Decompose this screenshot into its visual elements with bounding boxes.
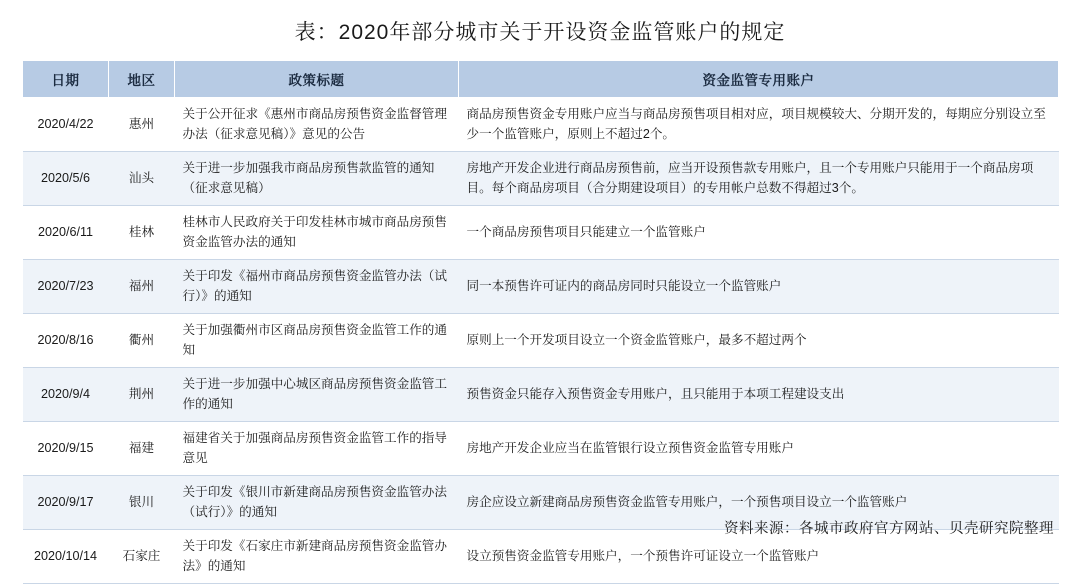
cell-date: 2020/6/11 — [23, 206, 109, 260]
cell-account-rule: 预售资金只能存入预售资金专用账户，且只能用于本项工程建设支出 — [459, 368, 1059, 422]
cell-region: 银川 — [109, 476, 175, 530]
cell-region: 石家庄 — [109, 530, 175, 584]
cell-account-rule: 房地产开发企业进行商品房预售前，应当开设预售款专用账户，且一个专用账户只能用于一个商品房项目。每个商品房项目（合分期建设项目）的专用帐户总数不得超过3个。 — [459, 152, 1059, 206]
cell-date: 2020/10/14 — [23, 530, 109, 584]
cell-policy-title: 关于印发《石家庄市新建商品房预售资金监管办法》的通知 — [175, 530, 459, 584]
table-header-row — [23, 61, 1059, 98]
table-row — [23, 152, 1059, 206]
cell-account-rule: 同一本预售许可证内的商品房同时只能设立一个监管账户 — [459, 260, 1059, 314]
cell-account-rule: 房地产开发企业应当在监管银行设立预售资金监管专用账户 — [459, 422, 1059, 476]
cell-date: 2020/4/22 — [23, 98, 109, 152]
page-title: 表：2020年部分城市关于开设资金监管账户的规定 — [294, 21, 786, 44]
cell-policy-title: 福建省关于加强商品房预售资金监管工作的指导意见 — [175, 422, 459, 476]
cell-date: 2020/9/4 — [23, 368, 109, 422]
cell-region: 桂林 — [109, 206, 175, 260]
cell-date: 2020/9/17 — [23, 476, 109, 530]
table-row — [23, 260, 1059, 314]
cell-date: 2020/5/6 — [23, 152, 109, 206]
cell-region: 汕头 — [109, 152, 175, 206]
cell-policy-title: 关于进一步加强我市商品房预售款监管的通知（征求意见稿） — [175, 152, 459, 206]
column-header-policy-title: 政策标题 — [175, 61, 459, 98]
cell-policy-title: 关于加强衢州市区商品房预售资金监管工作的通知 — [175, 314, 459, 368]
cell-account-rule: 商品房预售资金专用账户应当与商品房预售项目相对应，项目规模较大、分期开发的，每期应分别设立至少一个监管账户，原则上不超过2个。 — [459, 98, 1059, 152]
cell-date: 2020/9/15 — [23, 422, 109, 476]
table-row — [23, 314, 1059, 368]
cell-policy-title: 关于进一步加强中心城区商品房预售资金监管工作的通知 — [175, 368, 459, 422]
cell-policy-title: 关于印发《福州市商品房预售资金监管办法（试行）》的通知 — [175, 260, 459, 314]
cell-account-rule: 设立预售资金监管专用账户，一个预售许可证设立一个监管账户 — [459, 530, 1059, 584]
table-container — [22, 60, 1058, 584]
cell-account-rule: 一个商品房预售项目只能建立一个监管账户 — [459, 206, 1059, 260]
cell-region: 福建 — [109, 422, 175, 476]
cell-region: 惠州 — [109, 98, 175, 152]
column-header-account-rule: 资金监管专用账户 — [459, 61, 1059, 98]
cell-account-rule: 房企应设立新建商品房预售资金监管专用账户，一个预售项目设立一个监管账户 — [459, 476, 1059, 530]
table-body — [23, 98, 1059, 584]
cell-date: 2020/8/16 — [23, 314, 109, 368]
cell-region: 福州 — [109, 260, 175, 314]
cell-region: 衢州 — [109, 314, 175, 368]
cell-policy-title: 桂林市人民政府关于印发桂林市城市商品房预售资金监管办法的通知 — [175, 206, 459, 260]
cell-region: 荆州 — [109, 368, 175, 422]
column-header-region: 地区 — [109, 61, 175, 98]
column-header-date: 日期 — [23, 61, 109, 98]
cell-date: 2020/7/23 — [23, 260, 109, 314]
policy-table — [22, 60, 1059, 584]
table-row — [23, 98, 1059, 152]
table-row — [23, 422, 1059, 476]
table-row — [23, 206, 1059, 260]
cell-policy-title: 关于公开征求《惠州市商品房预售资金监督管理办法（征求意见稿）》意见的公告 — [175, 98, 459, 152]
source-note: 资料来源：各城市政府官方网站、贝壳研究院整理 — [724, 521, 1054, 537]
table-row — [23, 368, 1059, 422]
table-header — [23, 61, 1059, 98]
cell-account-rule: 原则上一个开发项目设立一个资金监管账户，最多不超过两个 — [459, 314, 1059, 368]
cell-policy-title: 关于印发《银川市新建商品房预售资金监管办法（试行）》的通知 — [175, 476, 459, 530]
